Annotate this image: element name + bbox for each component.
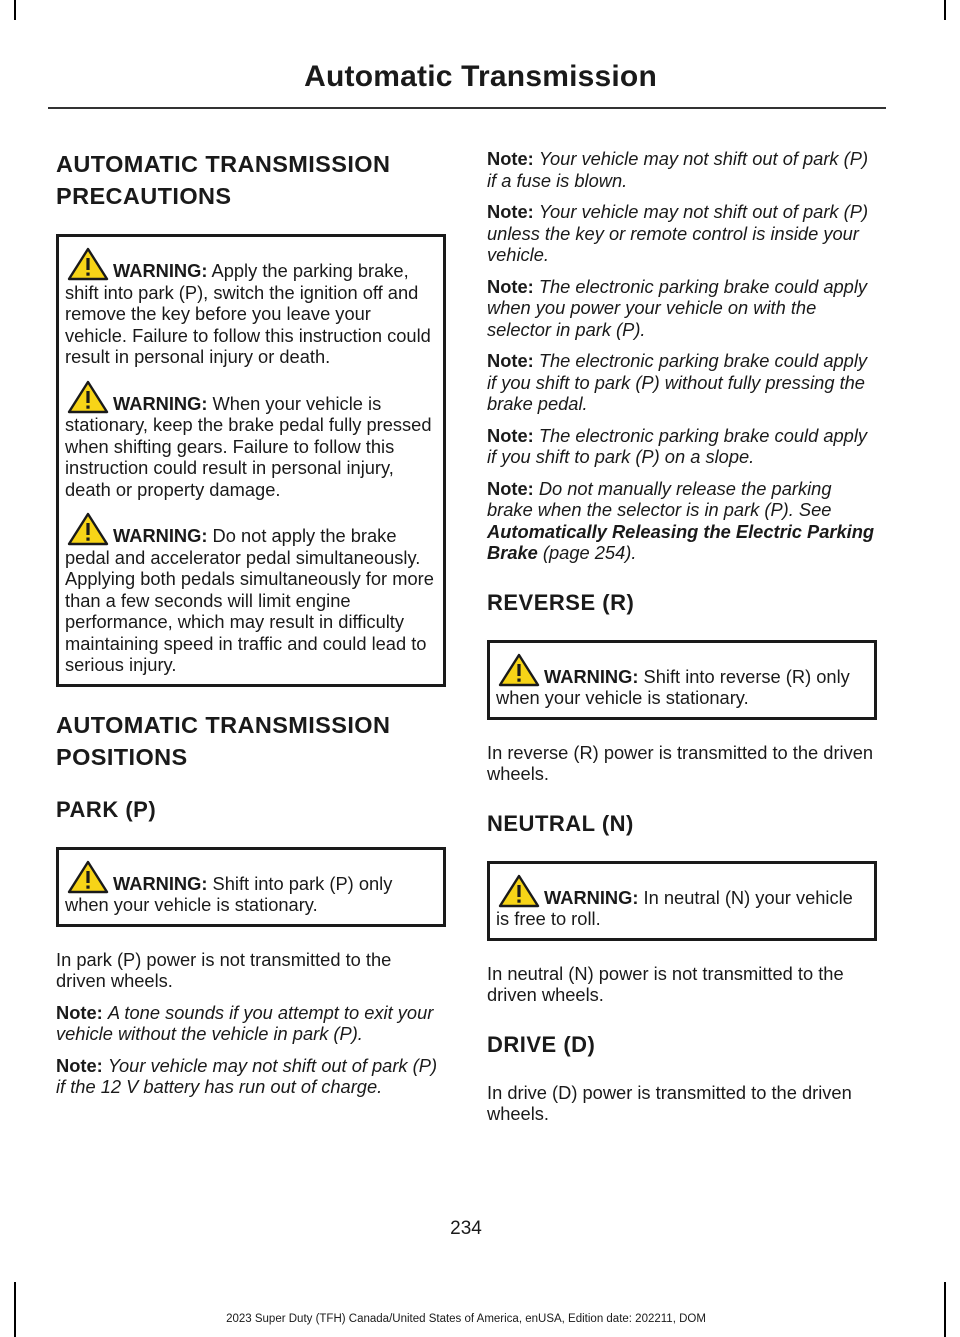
left-column [56, 148, 446, 1108]
warning-triangle-icon [498, 653, 540, 687]
right-column [487, 148, 877, 1135]
precautions-heading: AUTOMATIC TRANSMISSION PRECAUTIONS [56, 151, 391, 209]
page-title: Automatic Transmission [304, 60, 657, 93]
reverse-heading: REVERSE (R) [487, 589, 635, 615]
edition-footer: 2023 Super Duty (TFH) Canada/United States of America, enUSA, Edition date: 202211, DOM [226, 1313, 706, 1325]
drive-text: In drive (D) power is transmitted to the driven wheels. [487, 1081, 852, 1124]
warning-text: Do not apply the brake pedal and accelerator pedal simultaneously. Applying both pedals simultaneously for more than a few seconds will limit engine performance, which may result in difficulty maintaining speed in traffic and could lead to serious injury. [65, 525, 434, 675]
park-heading: PARK (P) [56, 796, 157, 822]
warning-label: WARNING: [544, 886, 639, 908]
warning-item [65, 512, 437, 676]
warning-text: When your vehicle is stationary, keep the brake pedal fully pressed when shifting gears. Failure to follow this instruction could result in personal injury, death or property damage. [65, 392, 432, 500]
crop-mark-bottom-right [944, 1282, 946, 1337]
note: Note: A tone sounds if you attempt to exit your vehicle without the vehicle in park (P). [56, 1001, 434, 1044]
note: Note: Do not manually release the parking brake when the selector is in park (P). See Automatically Releasing the Electric Parking Brake (page 254). [487, 477, 875, 563]
warning-label: WARNING: [113, 260, 208, 281]
note: Note: The electronic parking brake could apply if you shift to park (P) without fully pressing the brake pedal. [487, 350, 868, 414]
note: Note: Your vehicle may not shift out of park (P) unless the key or remote control is inside your vehicle. [487, 201, 869, 265]
warning-text: Shift into park (P) only when your vehicle is stationary. [65, 872, 393, 915]
warning-text: Apply the parking brake, shift into park (P), switch the ignition off and remove the key before you leave your vehicle. Failure to follow this instruction could result in personal injury or death. [65, 260, 431, 367]
reverse-warning-box [487, 640, 877, 720]
warning-triangle-icon [498, 874, 540, 908]
warning-item [65, 247, 437, 368]
page-number: 234 [450, 1218, 482, 1239]
warning-label: WARNING: [544, 665, 639, 687]
warning-text: Shift into reverse (R) only when your vehicle is stationary. [496, 665, 850, 708]
crop-mark-top-left [14, 0, 16, 20]
warning-label: WARNING: [113, 392, 208, 414]
neutral-heading: NEUTRAL (N) [487, 810, 634, 836]
drive-heading: DRIVE (D) [487, 1031, 596, 1057]
precautions-warning-box [56, 234, 446, 687]
park-warning-box [56, 847, 446, 927]
note: Note: Your vehicle may not shift out of park (P) if a fuse is blown. [487, 148, 869, 191]
warning-triangle-icon [67, 860, 109, 894]
warning-text: In neutral (N) your vehicle is free to roll. [496, 886, 853, 929]
warning-label: WARNING: [113, 872, 208, 894]
positions-heading: AUTOMATIC TRANSMISSION POSITIONS [56, 711, 391, 770]
warning-triangle-icon [67, 380, 109, 414]
warning-triangle-icon [67, 512, 109, 546]
note: Note: The electronic parking brake could apply when you power your vehicle on with the selector in park (P). [487, 275, 868, 340]
header-rule [48, 107, 886, 109]
warning-item [496, 874, 868, 930]
warning-triangle-icon [67, 247, 109, 281]
warning-item [65, 860, 437, 916]
warning-label: WARNING: [113, 525, 208, 546]
crop-mark-top-right [944, 0, 946, 20]
neutral-warning-box [487, 861, 877, 941]
park-text: In park (P) power is not transmitted to the driven wheels. [56, 948, 392, 991]
neutral-text: In neutral (N) power is not transmitted to the driven wheels. [487, 962, 844, 1005]
parking-brake-link[interactable]: Automatically Releasing the Electric Parking Brake [487, 520, 875, 563]
warning-item [65, 380, 437, 501]
crop-mark-bottom-left [14, 1282, 16, 1337]
reverse-text: In reverse (R) power is transmitted to the driven wheels. [487, 741, 874, 784]
note: Note: The electronic parking brake could apply if you shift to park (P) on a slope. [487, 424, 868, 467]
warning-item [496, 653, 868, 709]
note: Note: Your vehicle may not shift out of park (P) if the 12 V battery has run out of charge. [56, 1054, 438, 1097]
